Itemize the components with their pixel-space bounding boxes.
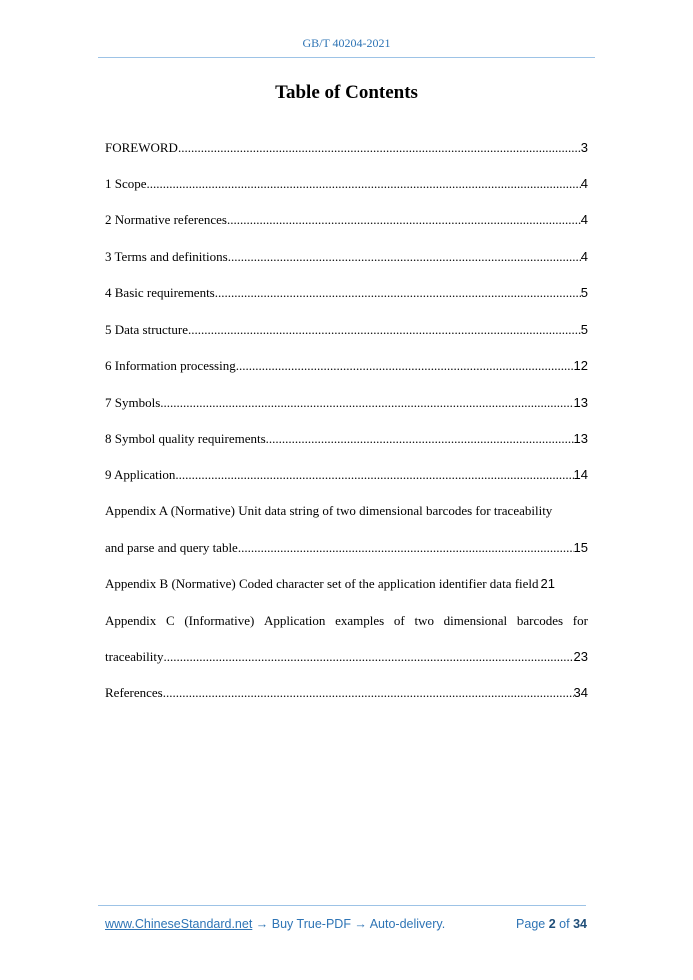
footer-divider <box>98 905 586 906</box>
toc-entry-appendix-a-cont[interactable]: and parse and query table ..... 15 <box>105 540 588 560</box>
footer <box>105 917 587 935</box>
toc-entry-scope[interactable]: 1 Scope ..... 4 <box>105 176 588 196</box>
toc-entry-data-structure[interactable]: 5 Data structure ..... 5 <box>105 322 588 342</box>
toc-entry-appendix-b[interactable]: Appendix B (Normative) Coded character set of the application identifier data field 21 <box>105 576 556 591</box>
toc-entry-appendix-c-cont[interactable]: traceability ..... 23 <box>105 649 588 669</box>
footer-website-link[interactable]: www.ChineseStandard.net <box>105 917 253 931</box>
toc-entry-terms-definitions[interactable]: 3 Terms and definitions ..... 4 <box>105 249 588 269</box>
header-divider <box>98 57 595 58</box>
toc-entry-foreword[interactable]: FOREWORD ..... 3 <box>105 140 588 160</box>
toc-entry-normative-references[interactable]: 2 Normative references ..... 4 <box>105 212 588 232</box>
toc-entry-application[interactable]: 9 Application ..... 14 <box>105 467 588 487</box>
header-doc-id: GB/T 40204-2021 <box>302 36 391 50</box>
toc-entry-symbols[interactable]: 7 Symbols ..... 13 <box>105 395 588 415</box>
toc-entry-references[interactable]: References ..... 34 <box>105 685 588 705</box>
toc-entry-basic-requirements[interactable]: 4 Basic requirements ..... 5 <box>105 285 588 305</box>
toc-entry-appendix-c[interactable]: Appendix C (Informative) Application examples of two dimensional barcodes for <box>105 613 588 628</box>
toc-entry-appendix-a[interactable]: Appendix A (Normative) Unit data string of two dimensional barcodes for traceability <box>105 503 553 518</box>
toc-entry-information-processing[interactable]: 6 Information processing ..... 12 <box>105 358 588 378</box>
footer-tagline: → Buy True-PDF → Auto-delivery. <box>255 917 446 931</box>
toc-entry-symbol-quality[interactable]: 8 Symbol quality requirements ..... 13 <box>105 431 588 451</box>
footer-page-indicator: Page 2 of 34 <box>516 917 587 931</box>
page-title: Table of Contents <box>275 82 418 103</box>
